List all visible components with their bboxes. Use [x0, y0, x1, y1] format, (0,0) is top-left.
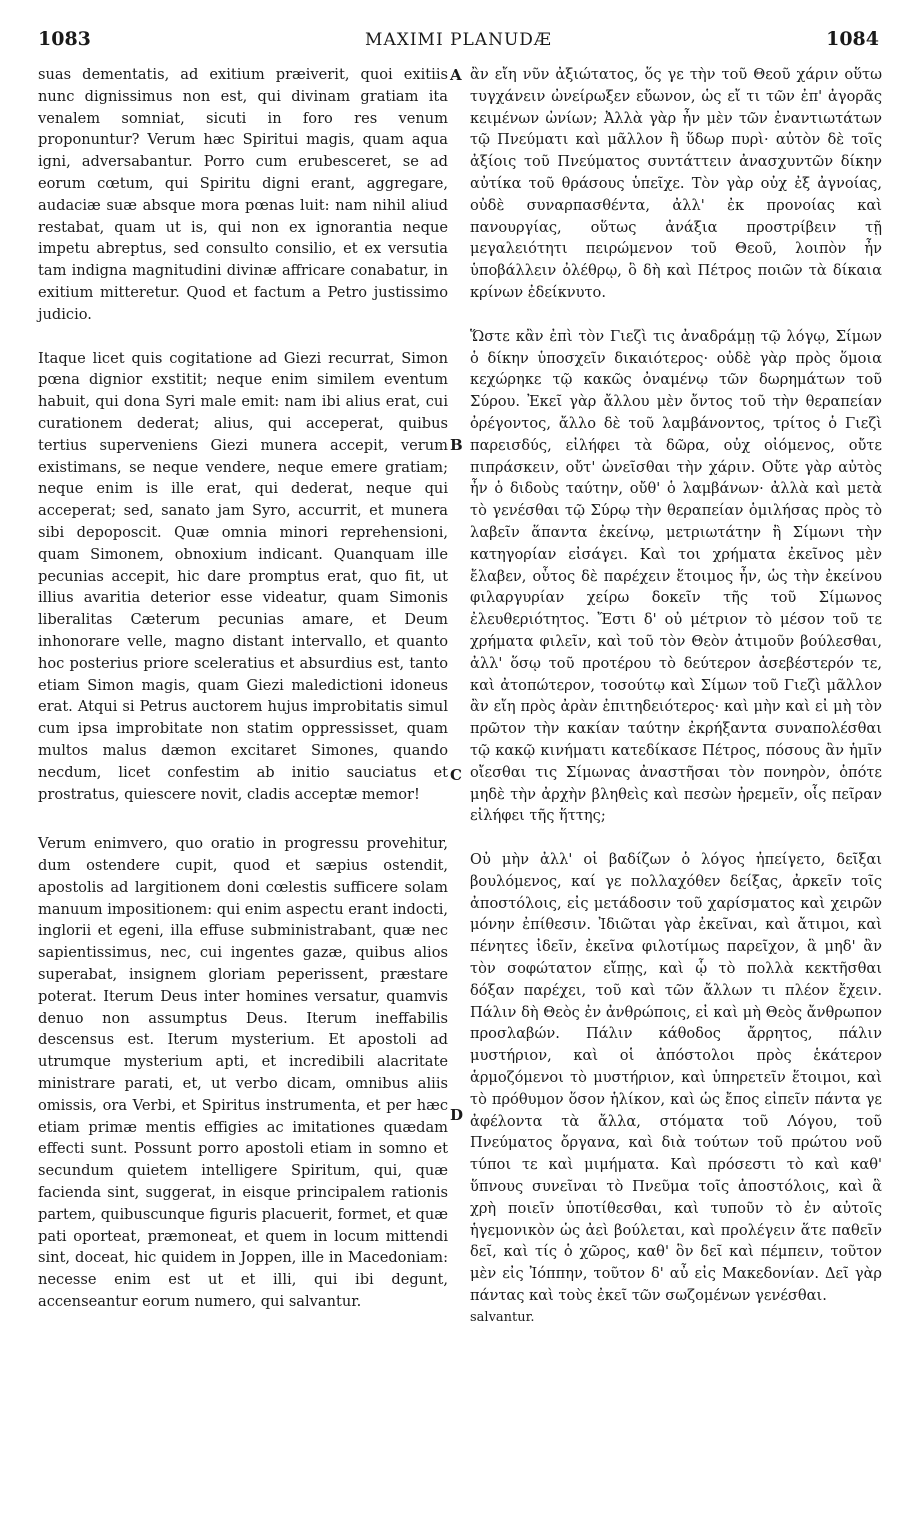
margin-letter-d: D: [450, 1106, 464, 1124]
latin-paragraph-2: Itaque licet quis cogitatione ad Giezi recurrat, Simon pœna dignior exstitit; neque enim similem eventum habuit, qui dona Syri male emit: nam ibi alius erat, cui curationem dederat; alius, qui acceperat, quibus tertius superveniens Giezi munera accepit, verum existimans, se neque vendere, neque emere gratiam; neque enim is ille erat, qui dederat, neque qui acceperat; sed, sanato jam Syro, accurrit, et munera sibi depoposcit. Quæ omnia minori reprehensioni, quam Simonem, obnoxium indicant. Quanquam ille pecunias accepit, hic dare promptus erat, quo fit, ut illius avaritia deterior esse videatur, quam Simonis liberalitas Cæterum pecunias amare, et Deum inhonorare velle, magno distant intervallo, et quanto hoc posterius priore sceleratius et absurdius est, tanto etiam Simon magis, quam Giezi maledictioni idoneus erat. Atqui si Petrus auctorem hujus improbitatis simul cum ipsa improbitate non statim oppressisset, quam multos malus dæmon excitaret Simones, quando necdum, licet confestim ab initio sauciatus et prostratus, quiescere novit, cladis acceptæ memor!: [38, 349, 448, 803]
greek-paragraph-2: Ὥστε κἂν ἐπὶ τὸν Γιεζὶ τις ἀναδράμῃ τῷ λόγῳ, Σίμων ὁ δίκην ὑποσχεῖν δικαιότερος· οὐδὲ γὰρ πρὸς ὅμοια κεχώρηκε τῷ κακῶς ὀναμένῳ τῶν δωρημάτων τοῦ Σύρου. Ἐκεῖ γὰρ ἄλλου μὲν ὄντος τοῦ τὴν θεραπείαν ὀρέγοντος, ἄλλο δὲ τοῦ λαμβάνοντος, τρίτος ὁ Γιεζὶ παρεισδύς, εἰλήφει τὰ δῶρα, οὐχ οἰόμενος, οὔτε πιπράσκειν, οὔτ' ὠνεῖσθαι τὴν χάριν. Οὔτε γὰρ αὐτὸς ἦν ὁ διδοὺς ταύτην, οὔθ' ὁ λαμβάνων· ἀλλὰ καὶ μετὰ τὸ γενέσθαι τῷ Σύρῳ τὴν θεραπείαν ὁμιλήσας πρὸς τὸ λαβεῖν ἅπαντα ἐκείνῳ, μετριωτάτην ἢ Σίμωνι τὴν κατηγορίαν εἰσάγει. Καὶ τοι χρήματα ἐκεῖνος μὲν ἔλαβεν, οὗτος δὲ παρέχειν ἕτοιμος ἦν, ὡς τὴν ἐκείνου φιλαργυρίαν χείρω δοκεῖν τῆς τοῦ Σίμωνος ἐλευθεριότητος. Ἔστι δ' οὐ μέτριον τὸ μέσον τοῦ τε χρήματα φιλεῖν, καὶ τοῦ τὸν Θεὸν ἀτιμοῦν βούλεσθαι, ἀλλ' ὅσῳ τοῦ προτέρου τὸ δεύτερον ἀσεβέστερόν τε, καὶ ἀτοπώτερον, τοσούτῳ καὶ Σίμων τοῦ Γιεζὶ μᾶλλον ἂν εἴη πρὸς ἀρὰν ἐπιτηδειότερος· καὶ μὴν καὶ εἰ μὴ τὸν πρῶτον τὴν κακίαν ταύτην ἐκρήξαντα συναπολέσθαι τῷ κακῷ κινήματι κατεδίκασε Πέτρος, πόσους ἂν ἡμῖν οἴεσθαι τις Σίμωνας ἀναστῆσαι τὸν πονηρὸν, ὁπότε μηδὲ τὴν ἀρχὴν βληθεὶς καὶ πεσὼν ἠρεμεῖν, οἷς πεῖραν εἰλήφει τῆς ἥττης;: [470, 327, 882, 825]
greek-tail-word: salvantur.: [470, 1309, 535, 1325]
greek-column: [470, 64, 882, 1329]
margin-letter-a: A: [450, 66, 462, 84]
latin-column: [38, 64, 448, 1313]
page-header: [0, 28, 917, 58]
left-page-number: 1083: [38, 28, 91, 50]
margin-letter-b: B: [450, 436, 463, 454]
right-page-number: 1084: [826, 28, 879, 50]
greek-paragraph-3: Οὐ μὴν ἀλλ' οἱ βαδίζων ὁ λόγος ἠπείγετο, δεῖξαι βουλόμενος, καί γε πολλαχόθεν δείξας, ἀρκεῖν τοῖς ἀποστόλοις, εἰς μετάδοσιν τοῦ χαρίσματος καὶ χειρῶν μόνην ἐπίθεσιν. Ἰδιῶται γὰρ ἐκεῖναι, καὶ ἄτιμοι, καὶ πένητες ἰδεῖν, ἐκεῖνα φιλοτίμως παρεῖχον, ἃ μηδ' ἂν τὸν σοφώτατον εἴπῃς, καὶ ᾧ τὸ πολλὰ κεκτῆσθαι δόξαν παρέχει, τοῦ καὶ τῶν ἄλλων τι πλέον ἔχειν. Πάλιν δὴ Θεὸς ἐν ἀνθρώποις, εἰ καὶ μὴ Θεὸς ἄνθρωπον προσλαβών. Πάλιν κάθοδος ἄρρητος, πάλιν μυστήριον, καὶ οἱ ἀπόστολοι πρὸς ἑκάτερον ἁρμοζόμενοι τὸ μυστήριον, καὶ ὑπηρετεῖν ἕτοιμοι, καὶ τὸ πρόθυμον ὅσον ἡλίκον, καὶ ὡς ἔπος εἰπεῖν πάντα γε ἀφέλοντα τὰ ἄλλα, στόματα τοῦ Λόγου, τοῦ Πνεύματος ὄργανα, καὶ διὰ τούτων τοῦ πρώτου νοῦ τύποι τε καὶ μιμήματα. Καὶ πρόσεστι τὸ καὶ καθ' ὕπνους συνεῖναι τὸ Πνεῦμα τοῖς ἀποστόλοις, καὶ ἃ χρὴ ποιεῖν ὑποτίθεσθαι, καὶ τυποῦν τὸ ἐν αὐτοῖς ἡγεμονικὸν ὡς ἀεὶ βούλεται, καὶ προλέγειν ἅτε παθεῖν δεῖ, καὶ τίς ὁ χῶρος, καθ' ὃν δεῖ καὶ πέμπειν, τοῦτον μὲν εἰς Ἰόππην, τοῦτον δ' αὖ εἰς Μακεδονίαν. Δεῖ γὰρ πάντας καὶ τοὺς ἐκεῖ τῶν σωζομένων γενέσθαι.: [470, 851, 882, 1305]
latin-paragraph-1: suas dementatis, ad exitium præiverit, quoi exitiis nunc dignissimus non est, qui divinam gratiam ita venalem somniat, sicuti in foro res venum proponuntur? Verum hæc Spiritui magis, quam aqua igni, adversabantur. Porro cum erubesceret, se ad eorum cœtum, qui Spiritu digni erant, aggregare, audaciæ suæ absque mora pœnas luit: nam nihil aliud restabat, quam ut is, qui non ex ignorantia neque impetu abreptus, sed consulto consilio, et ex versutia tam indigna magnitudini divinæ affricare conabatur, in exitium mitteretur. Quod et factum a Petro justissimo judicio.: [38, 66, 448, 323]
latin-paragraph-3: Verum enimvero, quo oratio in progressu provehitur, dum ostendere cupit, quod et sæpius ostendit, apostolis ad largitionem doni cœlestis sufficere solam manuum impositionem: qui enim aspectu erant indocti, inglorii et egeni, illa effuse subministrabant, quæ nec sapientissimus, nec, cui ingentes gazæ, quibus alios superabat, insignem gloriam peperissent, præstare poterat. Iterum Deus inter homines versatur, quamvis denuo non assumptus Deus. Iterum ineffabilis descensus est. Iterum mysterium. Et apostoli ad utrumque mysterium apti, et incredibili alacritate ministrare parati, et, ut verbo dicam, omnibus aliis omissis, ora Verbi, et Spiritus instrumenta, et per hæc etiam primæ mentis effigies ac imitationes quædam effecti sunt. Possunt porro apostoli etiam in somno et secundum quietem intelligere Spiritum, qui, quæ facienda sint, suggerat, in eisque principalem rationis partem, quibuscunque figuris placuerit, formet, et quæ pati oporteat, præmoneat, et quem in locum mittendi sint, doceat, hic quidem in Joppen, ille in Macedoniam: necesse enim est ut et illi, qui ibi degunt, accenseantur eorum numero, qui salvantur.: [38, 835, 448, 1311]
running-title: MAXIMI PLANUDÆ: [365, 30, 552, 50]
margin-letter-c: C: [450, 766, 462, 784]
greek-paragraph-1: ἂν εἴη νῦν ἀξιώτατος, ὅς γε τὴν τοῦ Θεοῦ χάριν οὕτω τυγχάνειν ὠνείρωξεν εὔωνον, ὡς εἴ τι τῶν ἐπ' ἀγορᾶς κειμένων ὠνίων; Ἀλλὰ γὰρ ἦν μὲν τῶν ἐναντιωτάτων τῷ Πνεύματι καὶ μᾶλλον ἢ ὕδωρ πυρὶ· αὐτὸν δὲ τοῖς ἀξίοις τοῦ Πνεύματος συντάττειν ἀνασχυντῶν δίκην αὐτίκα τοῦ θράσους ὑπεῖχε. Τὸν γὰρ οὐχ ἐξ ἀγνοίας, οὐδὲ συναρπασθέντα, ἀλλ' ἐκ προνοίας καὶ πανουργίας, οὕτως ἀνάξια προστρίβειν τῇ μεγαλειότητι πειρώμενον τοῦ Θεοῦ, λοιπὸν ἦν ὑποβάλλειν ὀλέθρῳ, ὃ δὴ καὶ Πέτρος ποιῶν τὰ δίκαια κρίνων ἐδείκνυτο.: [470, 66, 882, 301]
